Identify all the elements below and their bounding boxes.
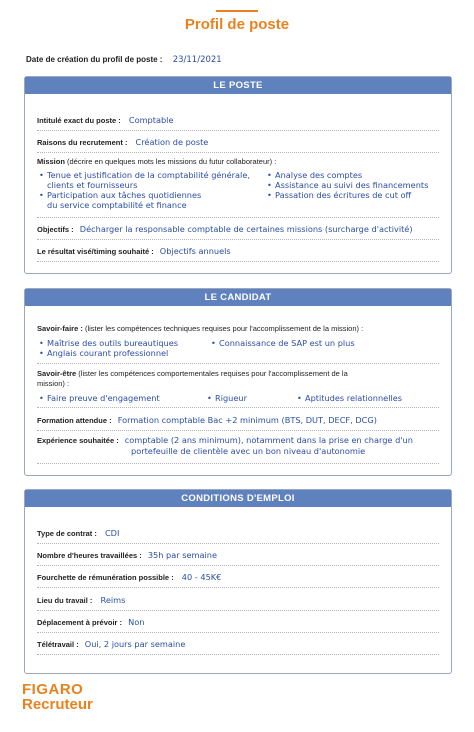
list-item: du service comptabilité et finance [47, 200, 187, 210]
savoir-faire-field [37, 324, 441, 333]
section-conditions [24, 489, 452, 674]
lieu-field [37, 595, 441, 605]
savoir-faire-description: (lister les compétences techniques requises pour l'accomplissement de la mission) : [84, 324, 364, 333]
list-item: • Analyse des comptes [267, 170, 363, 180]
teletravail-value: Oui, 2 jours par semaine [84, 639, 186, 649]
list-item: • Maîtrise des outils bureautiques [39, 338, 179, 348]
teletravail-field [37, 639, 441, 649]
divider [37, 632, 439, 633]
savoir-etre-field [37, 369, 441, 389]
list-item: • Passation des écritures de cut off [267, 190, 412, 200]
savoir-etre-description-2: mission) : [37, 379, 70, 388]
mission-description: (décrire en quelques mots les missions du futur collaborateur) : [67, 157, 277, 166]
objectifs-value: Décharger la responsable comptable de certaines missions (surcharge d'activité) [79, 224, 413, 234]
list-item: • Participation aux tâches quotidiennes [39, 190, 202, 200]
list-item: • Rigueur [207, 393, 247, 403]
section-conditions-heading: CONDITIONS D'EMPLOI [25, 490, 451, 507]
deplacement-field [37, 617, 441, 627]
mission-field [37, 157, 441, 166]
divider [37, 217, 439, 218]
savoir-faire-label: Savoir-faire : [37, 324, 83, 333]
remuneration-field [37, 572, 441, 582]
resultat-value: Objectifs annuels [159, 246, 231, 256]
teletravail-label: Télétravail : [37, 640, 79, 649]
heures-value: 35h par semaine [147, 550, 218, 560]
lieu-value: Reims [100, 595, 126, 605]
contrat-field [37, 528, 441, 538]
intitule-label: Intitulé exact du poste : [37, 116, 121, 125]
list-item: • Aptitudes relationnelles [297, 393, 403, 403]
page-title: Profil de poste [184, 16, 290, 33]
savoir-faire-list-left [39, 338, 239, 358]
divider [37, 430, 439, 431]
heures-label: Nombre d'heures travaillées : [37, 551, 142, 560]
contrat-label: Type de contrat : [37, 529, 97, 538]
creation-date-row [26, 55, 222, 65]
list-item: • Anglais courant professionnel [39, 348, 169, 358]
list-item: clients et fournisseurs [47, 180, 138, 190]
raisons-field [37, 137, 441, 147]
intitule-field [37, 115, 441, 125]
heures-field [37, 550, 441, 560]
logo-line-1: FIGARO [22, 681, 84, 698]
creation-date-value: 23/11/2021 [172, 55, 222, 65]
divider [37, 261, 439, 262]
savoir-etre-list [39, 393, 403, 403]
mission-label: Mission [37, 157, 65, 166]
section-candidat [24, 288, 452, 476]
list-item: • Faire preuve d'engagement [39, 393, 160, 403]
intitule-value: Comptable [128, 115, 174, 125]
mission-list-right [267, 170, 447, 200]
list-item: • Tenue et justification de la comptabilité générale, [39, 170, 250, 180]
creation-date-label: Date de création du profil de poste : [26, 55, 163, 64]
experience-field [37, 435, 441, 457]
experience-value-1: comptable (2 ans minimum), notamment dans la prise en charge d'un [124, 435, 413, 445]
divider [37, 130, 439, 131]
raisons-value: Création de poste [135, 137, 209, 147]
remuneration-value: 40 - 45K€ [181, 572, 222, 582]
list-item: • Assistance au suivi des financements [267, 180, 429, 190]
formation-value: Formation comptable Bac +2 minimum (BTS, DUT, DECF, DCG) [117, 415, 377, 425]
resultat-field [37, 246, 441, 256]
section-poste-heading: LE POSTE [25, 77, 451, 94]
divider [37, 239, 439, 240]
remuneration-label: Fourchette de rémunération possible : [37, 573, 174, 582]
formation-label: Formation attendue : [37, 416, 112, 425]
deplacement-value: Non [128, 617, 145, 627]
divider [37, 587, 439, 588]
raisons-label: Raisons du recrutement : [37, 138, 128, 147]
list-item: • Connaissance de SAP est un plus [211, 338, 355, 348]
deplacement-label: Déplacement à prévoir : [37, 618, 123, 627]
section-candidat-heading: LE CANDIDAT [25, 289, 451, 306]
contrat-value: CDI [104, 528, 120, 538]
resultat-label: Le résultat visé/timing souhaité : [37, 247, 154, 256]
divider [37, 654, 439, 655]
mission-list-left [39, 170, 269, 210]
experience-value-2: portefeuille de clientèle avec un bon niveau d'autonomie [131, 446, 366, 456]
savoir-etre-label: Savoir-être [37, 369, 77, 378]
figaro-recruteur-logo [22, 682, 93, 712]
formation-field [37, 415, 441, 425]
page-header [0, 10, 474, 33]
objectifs-label: Objectifs : [37, 225, 74, 234]
logo-line-2: Recruteur [22, 696, 93, 713]
savoir-etre-description: (lister les compétences comportementales requises pour l'accomplissement de la [78, 369, 348, 378]
section-poste [24, 76, 452, 274]
title-accent-line [216, 10, 258, 12]
objectifs-field [37, 224, 441, 234]
divider [37, 407, 439, 408]
savoir-faire-list-right [211, 338, 431, 348]
divider [37, 610, 439, 611]
divider [37, 152, 439, 153]
divider [37, 463, 439, 464]
lieu-label: Lieu du travail : [37, 596, 93, 605]
experience-label: Expérience souhaitée : [37, 436, 119, 445]
divider [37, 363, 439, 364]
divider [37, 543, 439, 544]
divider [37, 565, 439, 566]
